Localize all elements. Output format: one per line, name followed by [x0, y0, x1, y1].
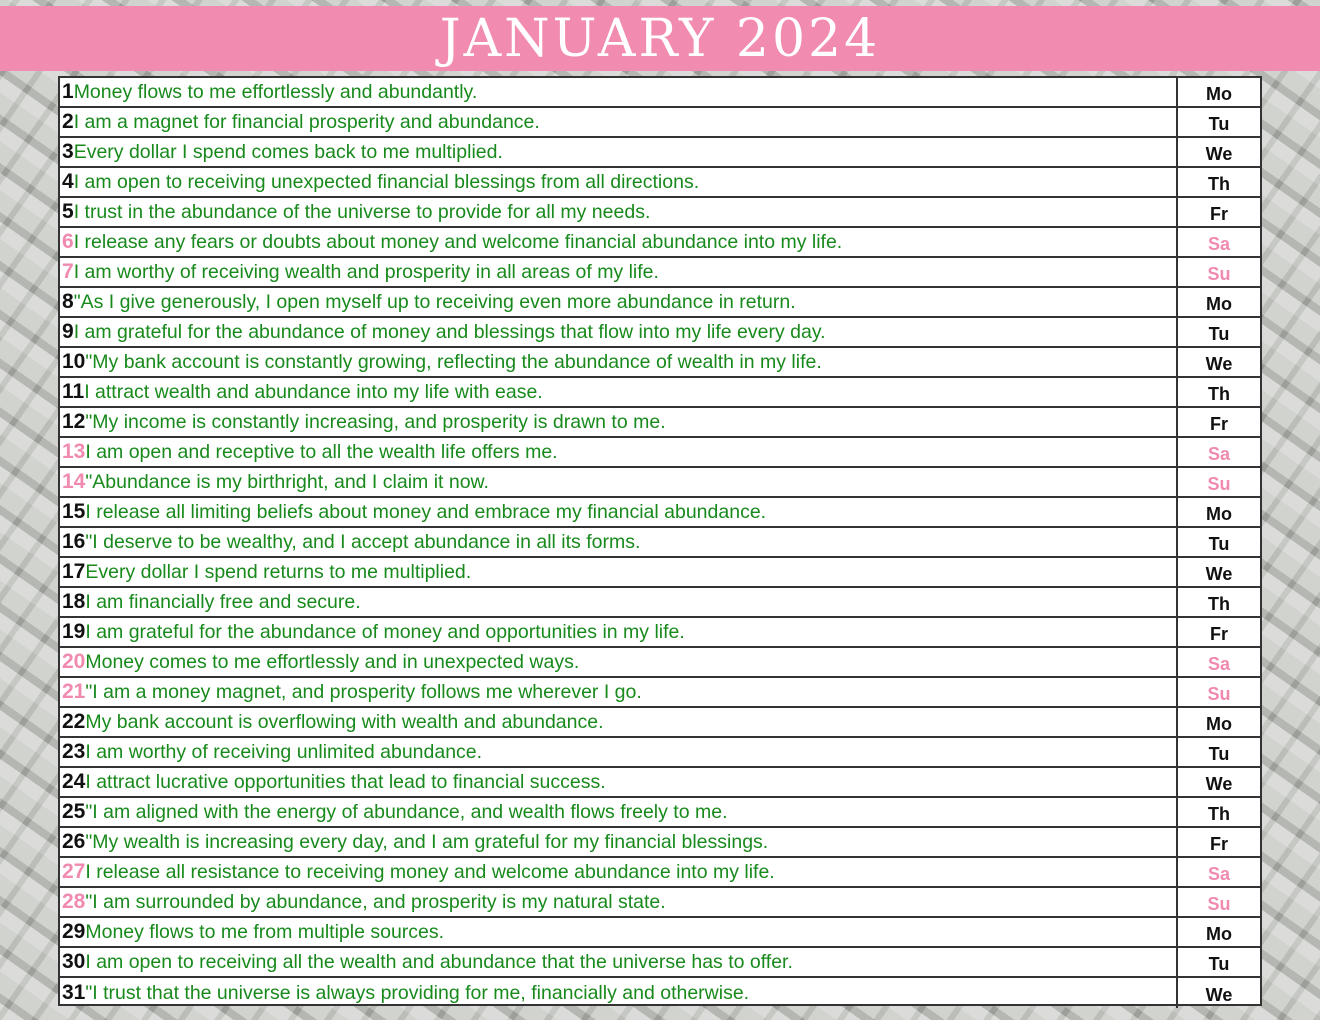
- table-row: [60, 588, 1260, 618]
- affirmation-cell: [60, 498, 1178, 526]
- affirmation-cell: [60, 708, 1178, 736]
- affirmation-cell: [60, 228, 1178, 256]
- table-row: [60, 438, 1260, 468]
- table-row: [60, 108, 1260, 138]
- table-row: [60, 78, 1260, 108]
- affirmation-cell: [60, 348, 1178, 376]
- affirmation-cell: [60, 738, 1178, 766]
- affirmation-cell: [60, 768, 1178, 796]
- affirmation-text: Money flows to me from multiple sources.: [85, 920, 445, 943]
- table-row: [60, 978, 1260, 1008]
- day-number: 23: [62, 740, 86, 763]
- day-number: 6: [62, 230, 74, 253]
- affirmation-text: I am worthy of receiving wealth and prosperity in all areas of my life.: [73, 260, 659, 283]
- weekday-label: We: [1205, 984, 1233, 1005]
- day-number: 30: [62, 950, 86, 973]
- weekday-label: Tu: [1208, 743, 1230, 764]
- table-row: [60, 618, 1260, 648]
- affirmation-text: "I am a money magnet, and prosperity follows me wherever I go.: [85, 680, 642, 703]
- weekday-label: Su: [1207, 893, 1231, 914]
- affirmation-text: I am worthy of receiving unlimited abundance.: [85, 740, 483, 763]
- day-number: 29: [62, 920, 86, 943]
- affirmation-cell: [60, 408, 1178, 436]
- day-number: 9: [62, 320, 74, 343]
- affirmation-cell: [60, 978, 1178, 1008]
- table-row: [60, 408, 1260, 438]
- affirmation-text: I am grateful for the abundance of money and blessings that flow into my life every day.: [73, 320, 826, 343]
- affirmation-text: I attract wealth and abundance into my life with ease.: [84, 380, 543, 403]
- affirmation-cell: [60, 558, 1178, 586]
- affirmation-text: "I trust that the universe is always providing for me, financially and otherwise.: [85, 981, 750, 1004]
- affirmation-cell: [60, 108, 1178, 136]
- weekday-label: Tu: [1208, 533, 1230, 554]
- table-row: [60, 198, 1260, 228]
- day-number: 26: [62, 830, 86, 853]
- weekday-label: Sa: [1207, 653, 1231, 674]
- affirmation-cell: [60, 528, 1178, 556]
- table-row: [60, 558, 1260, 588]
- day-number: 16: [62, 530, 86, 553]
- day-number: 28: [62, 890, 86, 913]
- table-row: [60, 498, 1260, 528]
- affirmation-text: Every dollar I spend comes back to me multiplied.: [73, 140, 503, 163]
- weekday-label: Th: [1208, 173, 1230, 194]
- affirmation-text: "My income is constantly increasing, and prosperity is drawn to me.: [85, 410, 666, 433]
- day-number: 17: [62, 560, 86, 583]
- weekday-label: We: [1205, 773, 1233, 794]
- affirmation-cell: [60, 888, 1178, 916]
- weekday-label: Sa: [1207, 863, 1231, 884]
- weekday-label: Th: [1208, 803, 1230, 824]
- day-number: 21: [62, 680, 86, 703]
- affirmation-cell: [60, 648, 1178, 676]
- affirmation-text: I trust in the abundance of the universe to provide for all my needs.: [73, 200, 651, 223]
- table-row: [60, 858, 1260, 888]
- table-row: [60, 288, 1260, 318]
- weekday-label: Tu: [1208, 113, 1230, 134]
- affirmation-text: I am open to receiving all the wealth and abundance that the universe has to offer.: [85, 950, 793, 973]
- weekday-label: We: [1205, 563, 1233, 584]
- affirmation-text: I release any fears or doubts about money and welcome financial abundance into my life.: [73, 230, 843, 253]
- day-number: 11: [62, 380, 85, 403]
- table-row: [60, 918, 1260, 948]
- affirmation-text: Money comes to me effortlessly and in unexpected ways.: [85, 650, 580, 673]
- day-number: 15: [62, 500, 86, 523]
- table-row: [60, 948, 1260, 978]
- affirmation-text: I am grateful for the abundance of money and opportunities in my life.: [85, 620, 685, 643]
- affirmation-cell: [60, 288, 1178, 316]
- weekday-label: Su: [1207, 263, 1231, 284]
- affirmation-text: "My wealth is increasing every day, and I am grateful for my financial blessings.: [85, 830, 769, 853]
- day-number: 8: [62, 290, 74, 313]
- affirmation-cell: [60, 438, 1178, 466]
- day-number: 31: [62, 981, 86, 1004]
- weekday-label: Th: [1208, 593, 1230, 614]
- day-number: 27: [62, 860, 86, 883]
- weekday-label: Mo: [1206, 503, 1232, 524]
- day-number: 18: [62, 590, 86, 613]
- weekday-label: We: [1205, 353, 1233, 374]
- affirmation-cell: [60, 318, 1178, 346]
- affirmation-text: "I deserve to be wealthy, and I accept abundance in all its forms.: [85, 530, 641, 553]
- weekday-label: Mo: [1206, 923, 1232, 944]
- day-number: 5: [62, 200, 74, 223]
- table-row: [60, 228, 1260, 258]
- day-number: 2: [62, 110, 74, 133]
- affirmation-table: [58, 76, 1262, 1006]
- affirmation-cell: [60, 468, 1178, 496]
- affirmation-cell: [60, 138, 1178, 166]
- affirmation-text: Every dollar I spend returns to me multiplied.: [85, 560, 472, 583]
- day-number: 22: [62, 710, 86, 733]
- affirmation-text: "As I give generously, I open myself up to receiving even more abundance in return.: [73, 290, 796, 313]
- affirmation-cell: [60, 948, 1178, 976]
- table-row: [60, 678, 1260, 708]
- table-row: [60, 318, 1260, 348]
- affirmation-text: I am open to receiving unexpected financial blessings from all directions.: [73, 170, 700, 193]
- table-row: [60, 828, 1260, 858]
- table-row: [60, 768, 1260, 798]
- table-row: [60, 138, 1260, 168]
- affirmation-text: Money flows to me effortlessly and abundantly.: [73, 80, 478, 103]
- affirmation-cell: [60, 78, 1178, 106]
- day-number: 24: [62, 770, 86, 793]
- table-row: [60, 468, 1260, 498]
- day-number: 1: [62, 80, 74, 103]
- table-row: [60, 348, 1260, 378]
- day-number: 12: [62, 410, 86, 433]
- day-number: 4: [62, 170, 74, 193]
- weekday-label: Mo: [1206, 293, 1232, 314]
- affirmation-cell: [60, 798, 1178, 826]
- table-row: [60, 648, 1260, 678]
- weekday-label: Fr: [1210, 623, 1228, 644]
- affirmation-text: "I am aligned with the energy of abundance, and wealth flows freely to me.: [85, 800, 728, 823]
- affirmation-text: My bank account is overflowing with wealth and abundance.: [85, 710, 604, 733]
- day-number: 20: [62, 650, 86, 673]
- affirmation-cell: [60, 168, 1178, 196]
- table-row: [60, 888, 1260, 918]
- affirmation-cell: [60, 198, 1178, 226]
- day-number: 7: [62, 260, 74, 283]
- weekday-label: Sa: [1207, 233, 1231, 254]
- table-row: [60, 168, 1260, 198]
- table-row: [60, 528, 1260, 558]
- weekday-label: Mo: [1206, 713, 1232, 734]
- affirmation-cell: [60, 258, 1178, 286]
- day-number: 13: [62, 440, 86, 463]
- day-number: 25: [62, 800, 86, 823]
- weekday-label: We: [1205, 143, 1233, 164]
- affirmation-cell: [60, 678, 1178, 706]
- weekday-label: Mo: [1206, 83, 1232, 104]
- day-number: 14: [62, 470, 86, 493]
- weekday-label: Tu: [1208, 323, 1230, 344]
- affirmation-text: "My bank account is constantly growing, reflecting the abundance of wealth in my life.: [85, 350, 822, 373]
- table-row: [60, 798, 1260, 828]
- table-row: [60, 378, 1260, 408]
- table-row: [60, 708, 1260, 738]
- title-banner: [0, 6, 1320, 71]
- affirmation-text: "I am surrounded by abundance, and prosperity is my natural state.: [85, 890, 666, 913]
- affirmation-cell: [60, 918, 1178, 946]
- weekday-label: Su: [1207, 473, 1231, 494]
- weekday-label: Th: [1208, 383, 1230, 404]
- weekday-label: Fr: [1210, 203, 1228, 224]
- affirmation-text: I am open and receptive to all the wealth life offers me.: [85, 440, 558, 463]
- day-number: 10: [62, 350, 86, 373]
- weekday-label: Tu: [1208, 953, 1230, 974]
- weekday-label: Sa: [1207, 443, 1231, 464]
- affirmation-text: I release all limiting beliefs about money and embrace my financial abundance.: [85, 500, 767, 523]
- affirmation-text: I attract lucrative opportunities that lead to financial success.: [85, 770, 606, 793]
- weekday-label: Fr: [1210, 413, 1228, 434]
- page-title: JANUARY 2024: [439, 8, 881, 69]
- affirmation-text: I release all resistance to receiving money and welcome abundance into my life.: [85, 860, 775, 883]
- weekday-label: Fr: [1210, 833, 1228, 854]
- affirmation-text: "Abundance is my birthright, and I claim it now.: [85, 470, 489, 493]
- table-row: [60, 738, 1260, 768]
- day-number: 19: [62, 620, 86, 643]
- affirmation-cell: [60, 588, 1178, 616]
- affirmation-cell: [60, 618, 1178, 646]
- day-number: 3: [62, 140, 74, 163]
- affirmation-cell: [60, 858, 1178, 886]
- affirmation-text: I am a magnet for financial prosperity and abundance.: [73, 110, 540, 133]
- table-row: [60, 258, 1260, 288]
- affirmation-cell: [60, 378, 1178, 406]
- affirmation-text: I am financially free and secure.: [85, 590, 361, 613]
- affirmation-cell: [60, 828, 1178, 856]
- weekday-label: Su: [1207, 683, 1231, 704]
